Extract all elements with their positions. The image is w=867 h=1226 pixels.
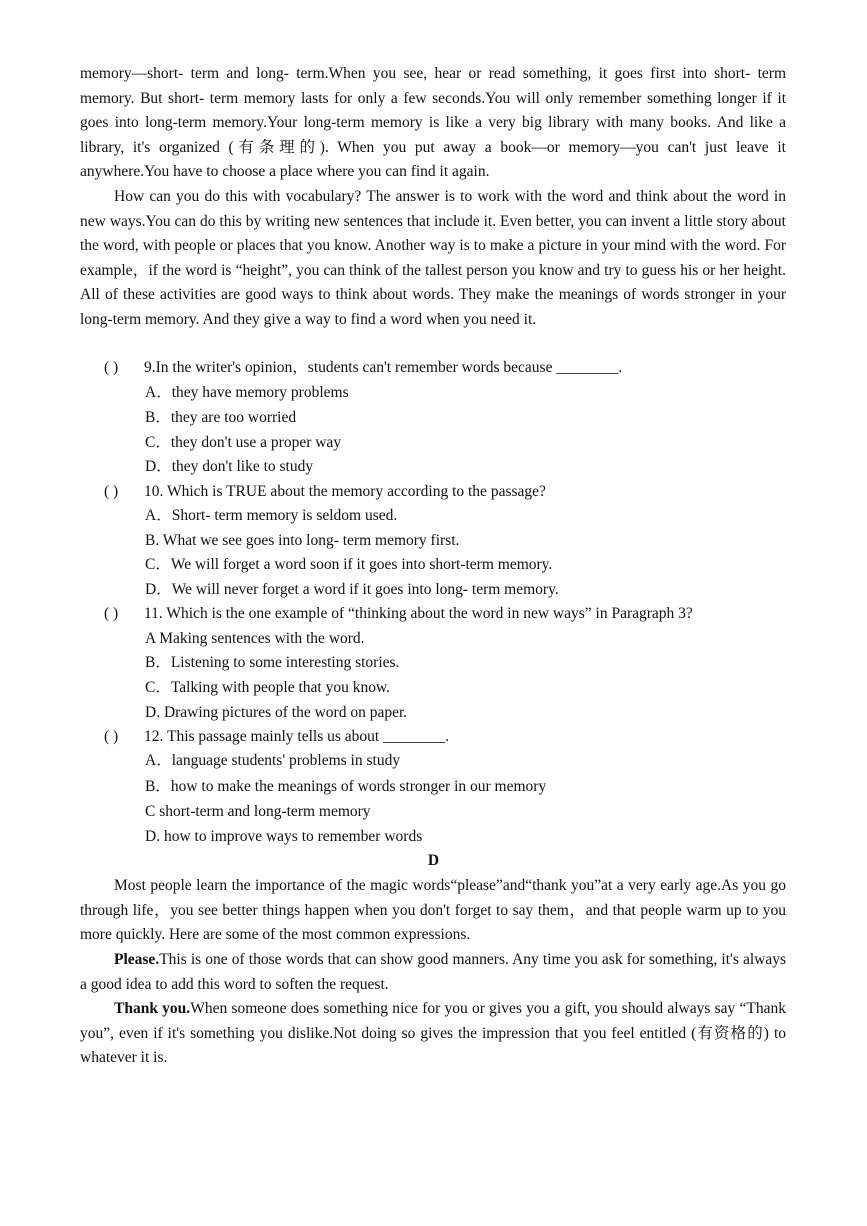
- question-9: [104, 356, 794, 381]
- option-c: C．Talking with people that you know.: [145, 679, 391, 696]
- question-11: [104, 602, 794, 627]
- question-stem: 9.In the writer's opinion，students can't remember words because ________.: [144, 359, 623, 376]
- option-d: D. Drawing pictures of the word on paper.: [145, 704, 408, 721]
- option-c: C．We will forget a word soon if it goes into short-term memory.: [145, 556, 553, 573]
- option-b: B．Listening to some interesting stories.: [145, 654, 400, 671]
- option-d: D．they don't like to study: [145, 458, 314, 475]
- passage-d-paragraph-thank-you: [80, 997, 786, 1071]
- question-12: [104, 725, 794, 750]
- keyword-thank-you: Thank you.: [114, 1000, 191, 1017]
- passage-d-paragraph-please: [80, 948, 786, 997]
- question-stem: 11. Which is the one example of “thinking about the word in new ways” in Paragraph 3?: [144, 605, 693, 622]
- answer-blank[interactable]: ( ): [104, 483, 119, 500]
- option-d: D．We will never forget a word if it goes into long- term memory.: [145, 581, 559, 598]
- passage-c-paragraph-2: How can you do this with vocabulary? The answer is to work with the word and think about the word in new ways.You can do this by writing new sentences that include it. Even better, you can invent a little story about the word, with people or places that you know. Another way is to make a picture in your mind with the word. For example，if the word is “height”, you can think of the tallest person you know and try to guess his or her height. All of these activities are good ways to think about words. They make the meanings of words stronger in your long-term memory. And they give a way to find a word when you need it.: [80, 188, 786, 328]
- option-b: B．they are too worried: [145, 409, 297, 426]
- option-a: A Making sentences with the word.: [145, 630, 365, 647]
- paragraph-text: When someone does something nice for you or gives you a gift, you should always say “Thank you”, even if it's something you dislike.Not doing so gives the impression that you feel entitled (有资格的) to whatever it is.: [80, 1000, 787, 1066]
- question-stem: 12. This passage mainly tells us about ________.: [144, 728, 449, 745]
- option-a: A．language students' problems in study: [145, 752, 401, 769]
- option-d: D. how to improve ways to remember words: [145, 828, 423, 845]
- paragraph-text: This is one of those words that can show good manners. Any time you ask for something, it's always a good idea to add this word to soften the request.: [80, 951, 786, 993]
- answer-blank[interactable]: ( ): [104, 728, 119, 745]
- option-b: B. What we see goes into long- term memory first.: [145, 532, 460, 549]
- option-c: C．they don't use a proper way: [145, 434, 342, 451]
- option-a: A．they have memory problems: [145, 384, 349, 401]
- passage-d-paragraph-1: Most people learn the importance of the magic words“please”and“thank you”at a very early age.As you go through life，you see better things happen when you don't forget to say them，and that people warm up to you more quickly. Here are some of the most common expressions.: [80, 877, 786, 943]
- option-c: C short-term and long-term memory: [145, 803, 371, 820]
- keyword-please: Please.: [114, 951, 160, 968]
- question-10: [104, 480, 794, 505]
- answer-blank[interactable]: ( ): [104, 605, 119, 622]
- passage-c-paragraph-1: memory—short- term and long- term.When you see, hear or read something, it goes first into short- term memory. But short- term memory lasts for only a few seconds.You will only remember something longer if it goes into long-term memory.Your long-term memory is like a very big library with many books. And like a library, it's organized (有条理的). When you put away a book—or memory—you can't just leave it anywhere.You have to choose a place where you can find it again.: [80, 65, 786, 180]
- section-heading-d: D: [427, 852, 440, 869]
- answer-blank[interactable]: ( ): [104, 359, 119, 376]
- question-stem: 10. Which is TRUE about the memory according to the passage?: [144, 483, 546, 500]
- option-b: B．how to make the meanings of words stronger in our memory: [145, 778, 547, 795]
- option-a: A．Short- term memory is seldom used.: [145, 507, 398, 524]
